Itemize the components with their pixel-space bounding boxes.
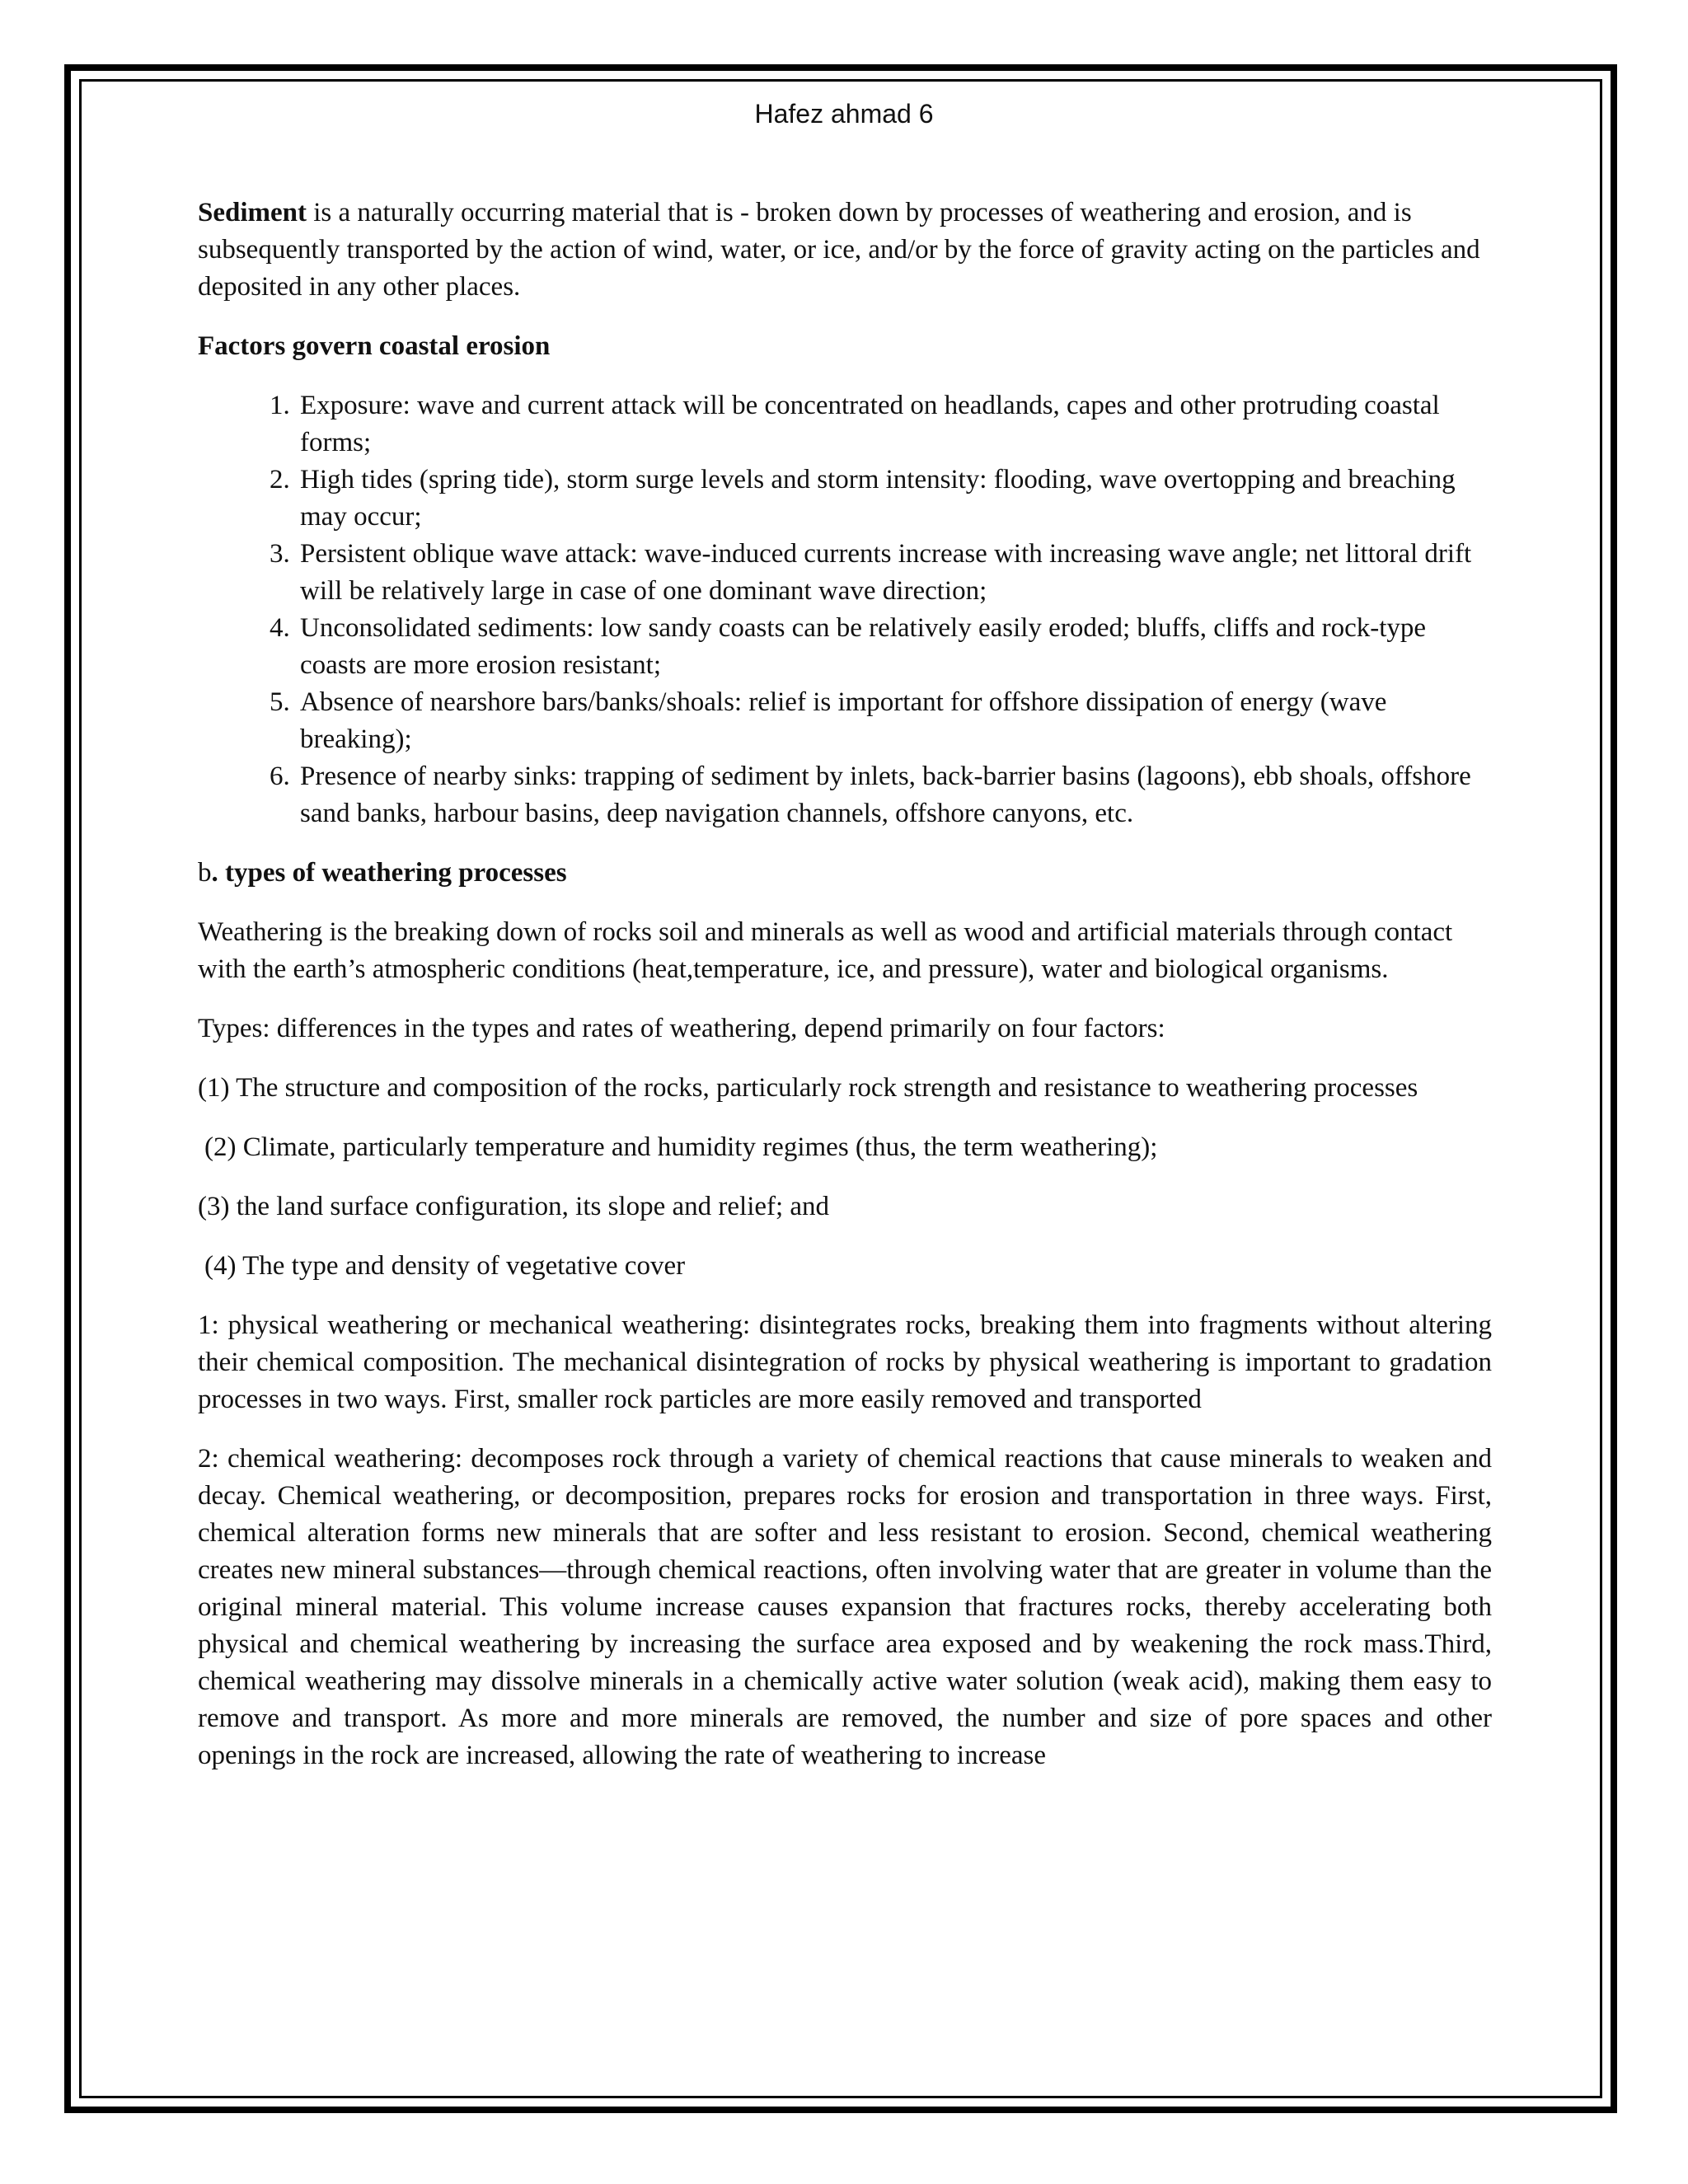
factors-list: [198, 387, 1492, 832]
chemical-weathering: 2: chemical weathering: decomposes rock through a variety of chemical reactions that cause minerals to weaken and decay. Chemical weathering, or decomposition, prepares rocks for erosion and transportation in three ways. First, chemical alteration forms new minerals that are softer and less resistant to erosion. Second, chemical weathering creates new mineral substances—through chemical reactions, often involving water that are greater in volume than the original mineral material. This volume increase causes expansion that fractures rocks, thereby accelerating both physical and chemical weathering by increasing the surface area exposed and by weakening the rock mass.Third, chemical weathering may dissolve minerals in a chemically active water solution (weak acid), making them easy to remove and transport. As more and more minerals are removed, the number and size of pore spaces and other openings in the rock are increased, allowing the rate of weathering to increase: [198, 1444, 1492, 1770]
weathering-heading-prefix: b: [198, 858, 212, 888]
factor-item: 4. Unconsolidated sediments: low sandy coasts can be relatively easily eroded; bluffs, cliffs and rock-type coasts are more erosion resistant;: [297, 610, 1492, 684]
sediment-term: Sediment: [198, 198, 307, 227]
weathering-factor-1: (1) The structure and composition of the rocks, particularly rock strength and resistance to weathering processes: [198, 1073, 1418, 1103]
weathering-factor-3: (3) the land surface configuration, its slope and relief; and: [198, 1192, 830, 1221]
factor-item: 1. Exposure: wave and current attack will be concentrated on headlands, capes and other protruding coastal forms;: [297, 387, 1492, 462]
page-header: Hafez ahmad 6: [754, 99, 934, 129]
document-body: [198, 194, 1492, 1797]
weathering-heading: [198, 855, 1492, 892]
factors-heading: Factors govern coastal erosion: [198, 331, 551, 361]
weathering-definition: Weathering is the breaking down of rocks soil and minerals as well as wood and artificial materials through contact with the earth’s atmospheric conditions (heat,temperature, ice, and pressure), water and biological organisms.: [198, 917, 1453, 984]
factor-item: 5. Absence of nearshore bars/banks/shoals: relief is important for offshore dissipation of energy (wave breaking);: [297, 684, 1492, 758]
weathering-factor-2: (2) Climate, particularly temperature and humidity regimes (thus, the term weathering);: [204, 1132, 1158, 1162]
weathering-heading-text: . types of weathering processes: [211, 858, 567, 888]
factor-item: 3. Persistent oblique wave attack: wave-induced currents increase with increasing wave angle; net littoral drift will be relatively large in case of one dominant wave direction;: [297, 536, 1492, 610]
types-intro: Types: differences in the types and rates of weathering, depend primarily on four factors:: [198, 1014, 1165, 1043]
sediment-definition: [198, 194, 1492, 306]
weathering-factor-4: (4) The type and density of vegetative cover: [204, 1251, 686, 1281]
physical-weathering: 1: physical weathering or mechanical weathering: disintegrates rocks, breaking them into fragments without altering their chemical composition. The mechanical disintegration of rocks by physical weathering is important to gradation processes in two ways. First, smaller rock particles are more easily removed and transported: [198, 1310, 1492, 1414]
factor-item: 2. High tides (spring tide), storm surge levels and storm intensity: flooding, wave overtopping and breaching may occur;: [297, 462, 1492, 536]
sediment-text: is a naturally occurring material that is - broken down by processes of weathering and erosion, and is subsequently transported by the action of wind, water, or ice, and/or by the force of gravity acting on the particles and deposited in any other places.: [198, 198, 1480, 302]
factor-item: 6. Presence of nearby sinks: trapping of sediment by inlets, back-barrier basins (lagoons), ebb shoals, offshore sand banks, harbour basins, deep navigation channels, offshore canyons, etc.: [297, 758, 1492, 832]
